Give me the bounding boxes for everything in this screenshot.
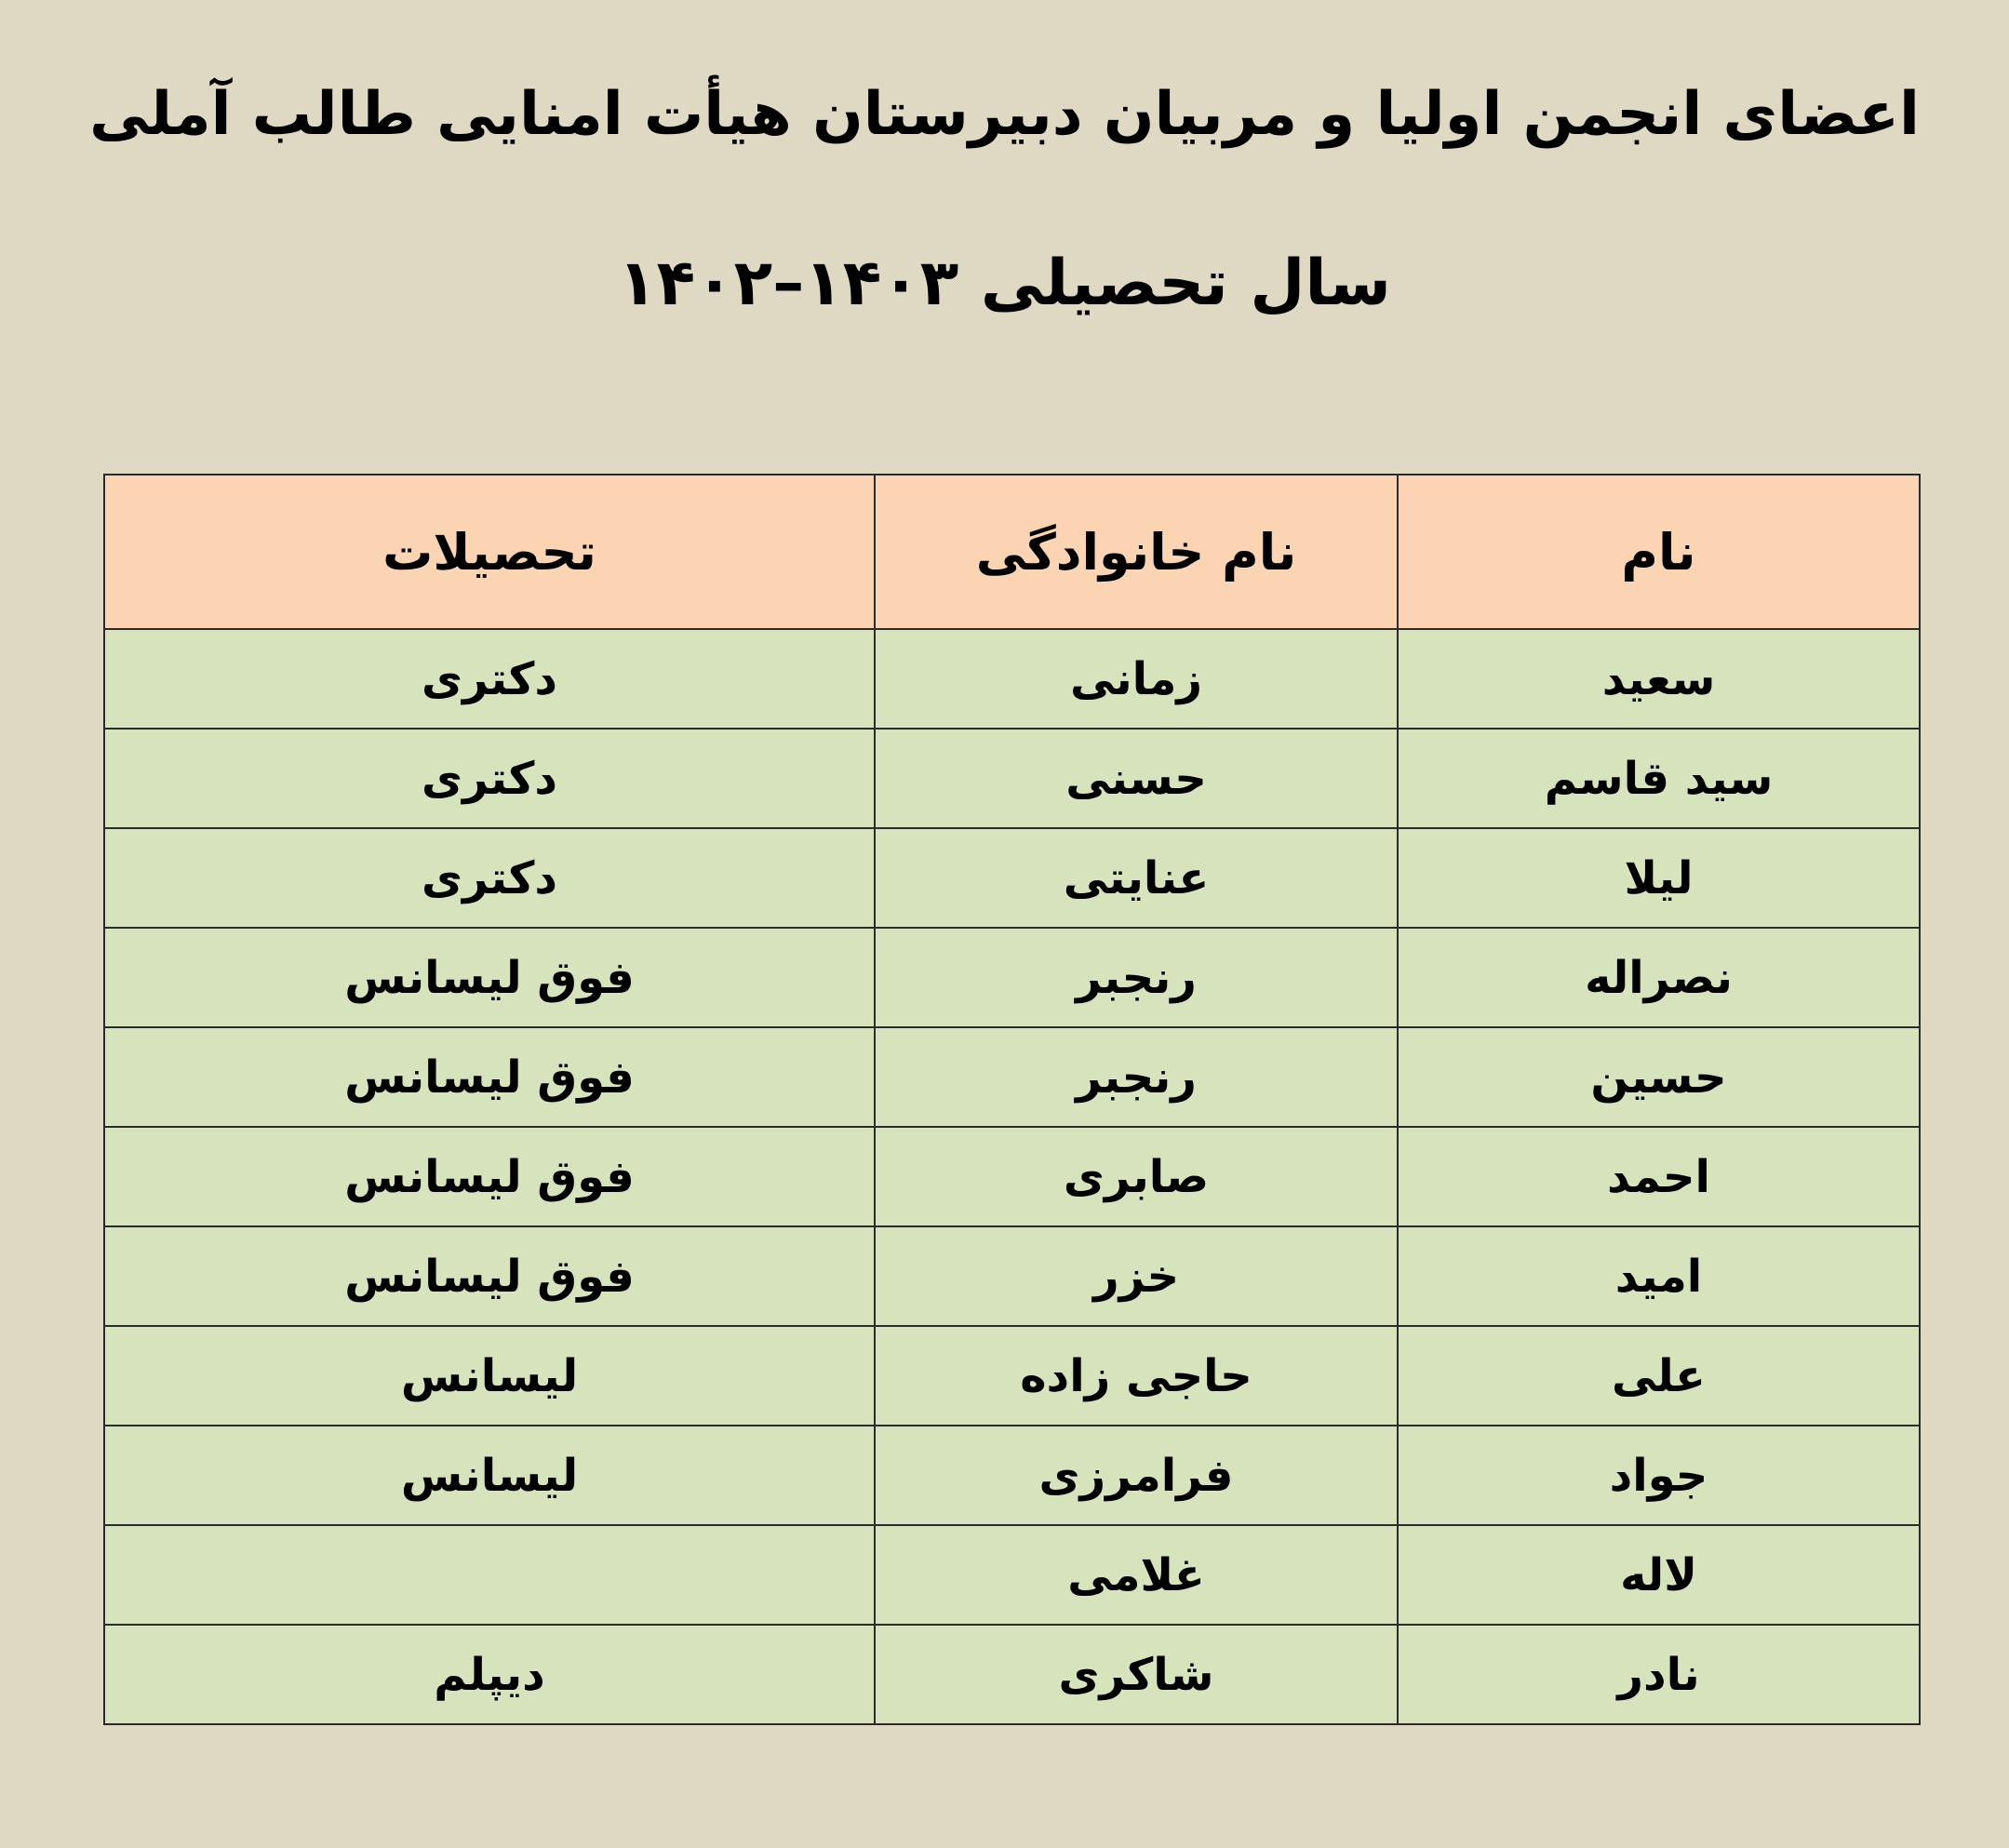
table-header-row (104, 475, 1920, 629)
cell-education: دکتری (104, 629, 875, 729)
table-row (104, 1525, 1920, 1625)
table-row (104, 729, 1920, 828)
cell-name: احمد (1398, 1127, 1920, 1226)
cell-name: علی (1398, 1326, 1920, 1426)
cell-name: لاله (1398, 1525, 1920, 1625)
cell-name: امید (1398, 1226, 1920, 1326)
table-row (104, 1226, 1920, 1326)
table-row (104, 1326, 1920, 1426)
cell-family: رنجبر (875, 1027, 1398, 1127)
cell-family: فرامرزی (875, 1426, 1398, 1525)
cell-education: لیسانس (104, 1326, 875, 1426)
cell-education: دیپلم (104, 1625, 875, 1724)
page-title: اعضای انجمن اولیا و مربیان دبیرستان هیأت امنایی طالب آملی (89, 80, 1920, 149)
cell-family: حسنی (875, 729, 1398, 828)
table-row (104, 1027, 1920, 1127)
table-row (104, 1426, 1920, 1525)
cell-name: سعید (1398, 629, 1920, 729)
cell-education: دکتری (104, 828, 875, 928)
cell-family: زمانی (875, 629, 1398, 729)
table-row (104, 1127, 1920, 1226)
cell-family: عنایتی (875, 828, 1398, 928)
cell-education: فوق لیسانس (104, 1127, 875, 1226)
cell-name: جواد (1398, 1426, 1920, 1525)
cell-name: حسین (1398, 1027, 1920, 1127)
members-table (103, 474, 1921, 1725)
page-subtitle: سال تحصیلی ۱۴۰۳–۱۴۰۲ (618, 247, 1391, 320)
table-row (104, 1625, 1920, 1724)
cell-name: نادر (1398, 1625, 1920, 1724)
cell-family: شاکری (875, 1625, 1398, 1724)
cell-family: خزر (875, 1226, 1398, 1326)
cell-family: صابری (875, 1127, 1398, 1226)
header-family: نام خانوادگی (875, 475, 1398, 629)
cell-education (104, 1525, 875, 1625)
cell-name: نصراله (1398, 928, 1920, 1027)
cell-education: فوق لیسانس (104, 1027, 875, 1127)
cell-name: سید قاسم (1398, 729, 1920, 828)
table-row (104, 928, 1920, 1027)
cell-education: فوق لیسانس (104, 1226, 875, 1326)
cell-family: حاجی زاده (875, 1326, 1398, 1426)
header-name: نام (1398, 475, 1920, 629)
cell-family: غلامی (875, 1525, 1398, 1625)
table-row (104, 629, 1920, 729)
cell-education: دکتری (104, 729, 875, 828)
table-row (104, 828, 1920, 928)
cell-name: لیلا (1398, 828, 1920, 928)
cell-education: فوق لیسانس (104, 928, 875, 1027)
members-table-container (103, 474, 1919, 1725)
header-education: تحصیلات (104, 475, 875, 629)
cell-family: رنجبر (875, 928, 1398, 1027)
cell-education: لیسانس (104, 1426, 875, 1525)
